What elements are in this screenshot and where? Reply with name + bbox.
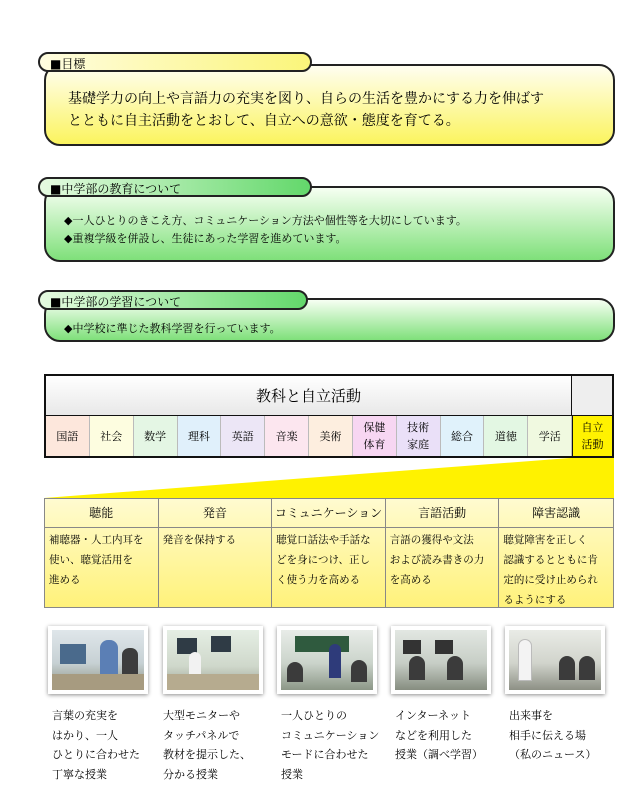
activity-column: [159, 499, 273, 607]
activities-grid: [44, 498, 614, 608]
education-label: ■中学部の教育について: [38, 177, 312, 197]
photo-classroom-3: [277, 626, 377, 694]
goal-text-line2: とともに自主活動をとおして、自立への意欲・態度を育てる。: [68, 113, 460, 129]
photo-caption-line: 授業: [281, 767, 303, 781]
photo-caption-line: 言葉の充実を: [52, 709, 118, 722]
photo-caption-line: 大型モニターや: [163, 709, 240, 722]
subject-cell: [134, 416, 178, 456]
photo-caption: [509, 706, 596, 765]
activity-description-line: 使い、聴覚活用を: [49, 554, 133, 566]
subject-label: [100, 428, 122, 445]
subject-cell: [484, 416, 528, 456]
subject-cell: [90, 416, 134, 456]
photo-caption-line: 一人ひとりの: [281, 709, 347, 722]
subject-cell: [572, 416, 612, 456]
photo-classroom-4: [391, 626, 491, 694]
activity-description-line: を高める: [389, 574, 432, 586]
subject-label: [495, 428, 517, 445]
subject-label: [276, 428, 298, 445]
subject-label-line1: 社会: [100, 429, 123, 443]
subject-label-line2: 活動: [581, 438, 604, 451]
subject-label-line1: 音楽: [275, 429, 298, 443]
subject-label-line1: 数学: [144, 429, 167, 443]
activity-description-line: く使う力を高める: [276, 574, 361, 586]
photo-caption-line: モードに合わせた: [281, 748, 369, 761]
activity-heading: コミュニケーション: [272, 499, 385, 528]
subjects-table: [44, 374, 614, 458]
photo-classroom-2: [163, 626, 263, 694]
subject-label-line1: 技術: [407, 421, 430, 434]
subject-label: [363, 419, 385, 453]
activity-description: [272, 528, 385, 592]
activity-description: [45, 528, 158, 592]
subject-cell: [178, 416, 222, 456]
activity-description-line: 定的に受け止められ: [503, 574, 598, 586]
activity-heading: 聴能: [45, 499, 158, 528]
activity-column: [499, 499, 613, 607]
photo-caption: [281, 706, 379, 784]
activity-description-line: 聴覚口話法や手話な: [276, 534, 371, 546]
photo-caption-line: 分かる授業: [163, 767, 218, 781]
activity-description-line: どを身につけ、正し: [276, 554, 371, 566]
funnel-shape: [44, 458, 614, 498]
learning-label: ■中学部の学習について: [38, 290, 308, 310]
activity-description-line: 言語の獲得や文法: [389, 534, 474, 546]
education-bullet: ◆一人ひとりのきこえ方、コミュニケーション方法や個性等を大切にしています。: [64, 214, 467, 227]
activity-description-line: 聴覚障害を正しく: [503, 534, 588, 546]
goal-box: [44, 64, 615, 146]
subject-cell: [528, 416, 572, 456]
subject-label: [539, 428, 561, 445]
subject-cell: [265, 416, 309, 456]
subject-label-line1: 保健: [363, 421, 386, 434]
photo-caption-line: ひとりに合わせた: [52, 748, 140, 761]
subject-cell: [441, 416, 485, 456]
photo-classroom-1: [48, 626, 148, 694]
subject-label-line2: 家庭: [407, 438, 430, 451]
subject-label: [56, 428, 78, 445]
subject-label-line1: 自立: [581, 421, 604, 434]
goal-text-line1: 基礎学力の向上や言語力の充実を図り、自らの生活を豊かにする力を伸ばす: [68, 91, 544, 107]
activity-heading: 発音: [159, 499, 272, 528]
photo-classroom-5: [505, 626, 605, 694]
activity-heading: 障害認識: [499, 499, 613, 528]
photo-caption-line: 出来事を: [509, 709, 553, 722]
activity-description: [499, 528, 613, 612]
activity-heading: 言語活動: [386, 499, 499, 528]
activity-description-line: 発音を保持する: [162, 534, 237, 546]
subject-cell: [309, 416, 353, 456]
table-title: 教科と自立活動: [46, 376, 572, 416]
subject-label: [582, 419, 604, 453]
activity-description: [386, 528, 499, 592]
subjects-row: [46, 416, 612, 456]
subject-label: [451, 428, 473, 445]
subject-label-line1: 学活: [538, 429, 561, 443]
activity-column: [386, 499, 500, 607]
subject-label-line1: 理科: [187, 429, 210, 443]
subject-label-line1: 総合: [451, 429, 474, 443]
subject-cell: [46, 416, 90, 456]
photo-caption-line: 丁寧な授業: [52, 767, 107, 781]
photo-caption-line: 授業（調べ学習）: [395, 748, 483, 761]
table-title-blank: [572, 376, 612, 416]
subject-label: [188, 428, 210, 445]
activity-description-line: および読み書きの力: [389, 554, 485, 566]
activity-description-line: 認識するとともに肯: [503, 554, 598, 566]
photo-caption: [163, 706, 251, 784]
activity-column: [272, 499, 386, 607]
photo-caption: [395, 706, 483, 765]
subject-label-line1: 道徳: [494, 429, 517, 443]
subject-label-line1: 国語: [56, 429, 79, 443]
photo-caption-line: 相手に伝える場: [509, 728, 586, 742]
subject-label: [144, 428, 166, 445]
activity-description-line: 補聴器・人工内耳を: [49, 534, 144, 546]
activity-description-line: 進める: [49, 574, 81, 586]
subject-cell: [221, 416, 265, 456]
subject-cell: [397, 416, 441, 456]
subject-label: [319, 428, 341, 445]
subject-label-line2: 体育: [363, 438, 386, 451]
photo-caption: [52, 706, 140, 784]
activity-description-line: るようにする: [503, 594, 567, 606]
education-bullet: ◆重複学級を併設し、生徒にあった学習を進めています。: [64, 232, 347, 245]
photo-caption-line: 教材を提示した、: [163, 748, 251, 761]
photo-caption-line: タッチパネルで: [163, 728, 240, 742]
photo-caption-line: インターネット: [395, 709, 472, 722]
subject-label: [407, 419, 429, 453]
goal-label: ■目標: [38, 52, 312, 72]
photo-caption-line: コミュニケーション: [281, 728, 380, 742]
activity-description: [159, 528, 272, 552]
photo-caption-line: はかり、一人: [52, 728, 118, 742]
learning-bullet: ◆中学校に準じた教科学習を行っています。: [64, 322, 281, 335]
photo-caption-line: （私のニュース）: [509, 748, 597, 761]
subject-label: [232, 428, 254, 445]
subject-cell: [353, 416, 397, 456]
activity-column: [45, 499, 159, 607]
subject-label-line1: 英語: [231, 429, 254, 443]
photo-caption-line: などを利用した: [395, 728, 472, 742]
subject-label-line1: 美術: [319, 429, 342, 443]
